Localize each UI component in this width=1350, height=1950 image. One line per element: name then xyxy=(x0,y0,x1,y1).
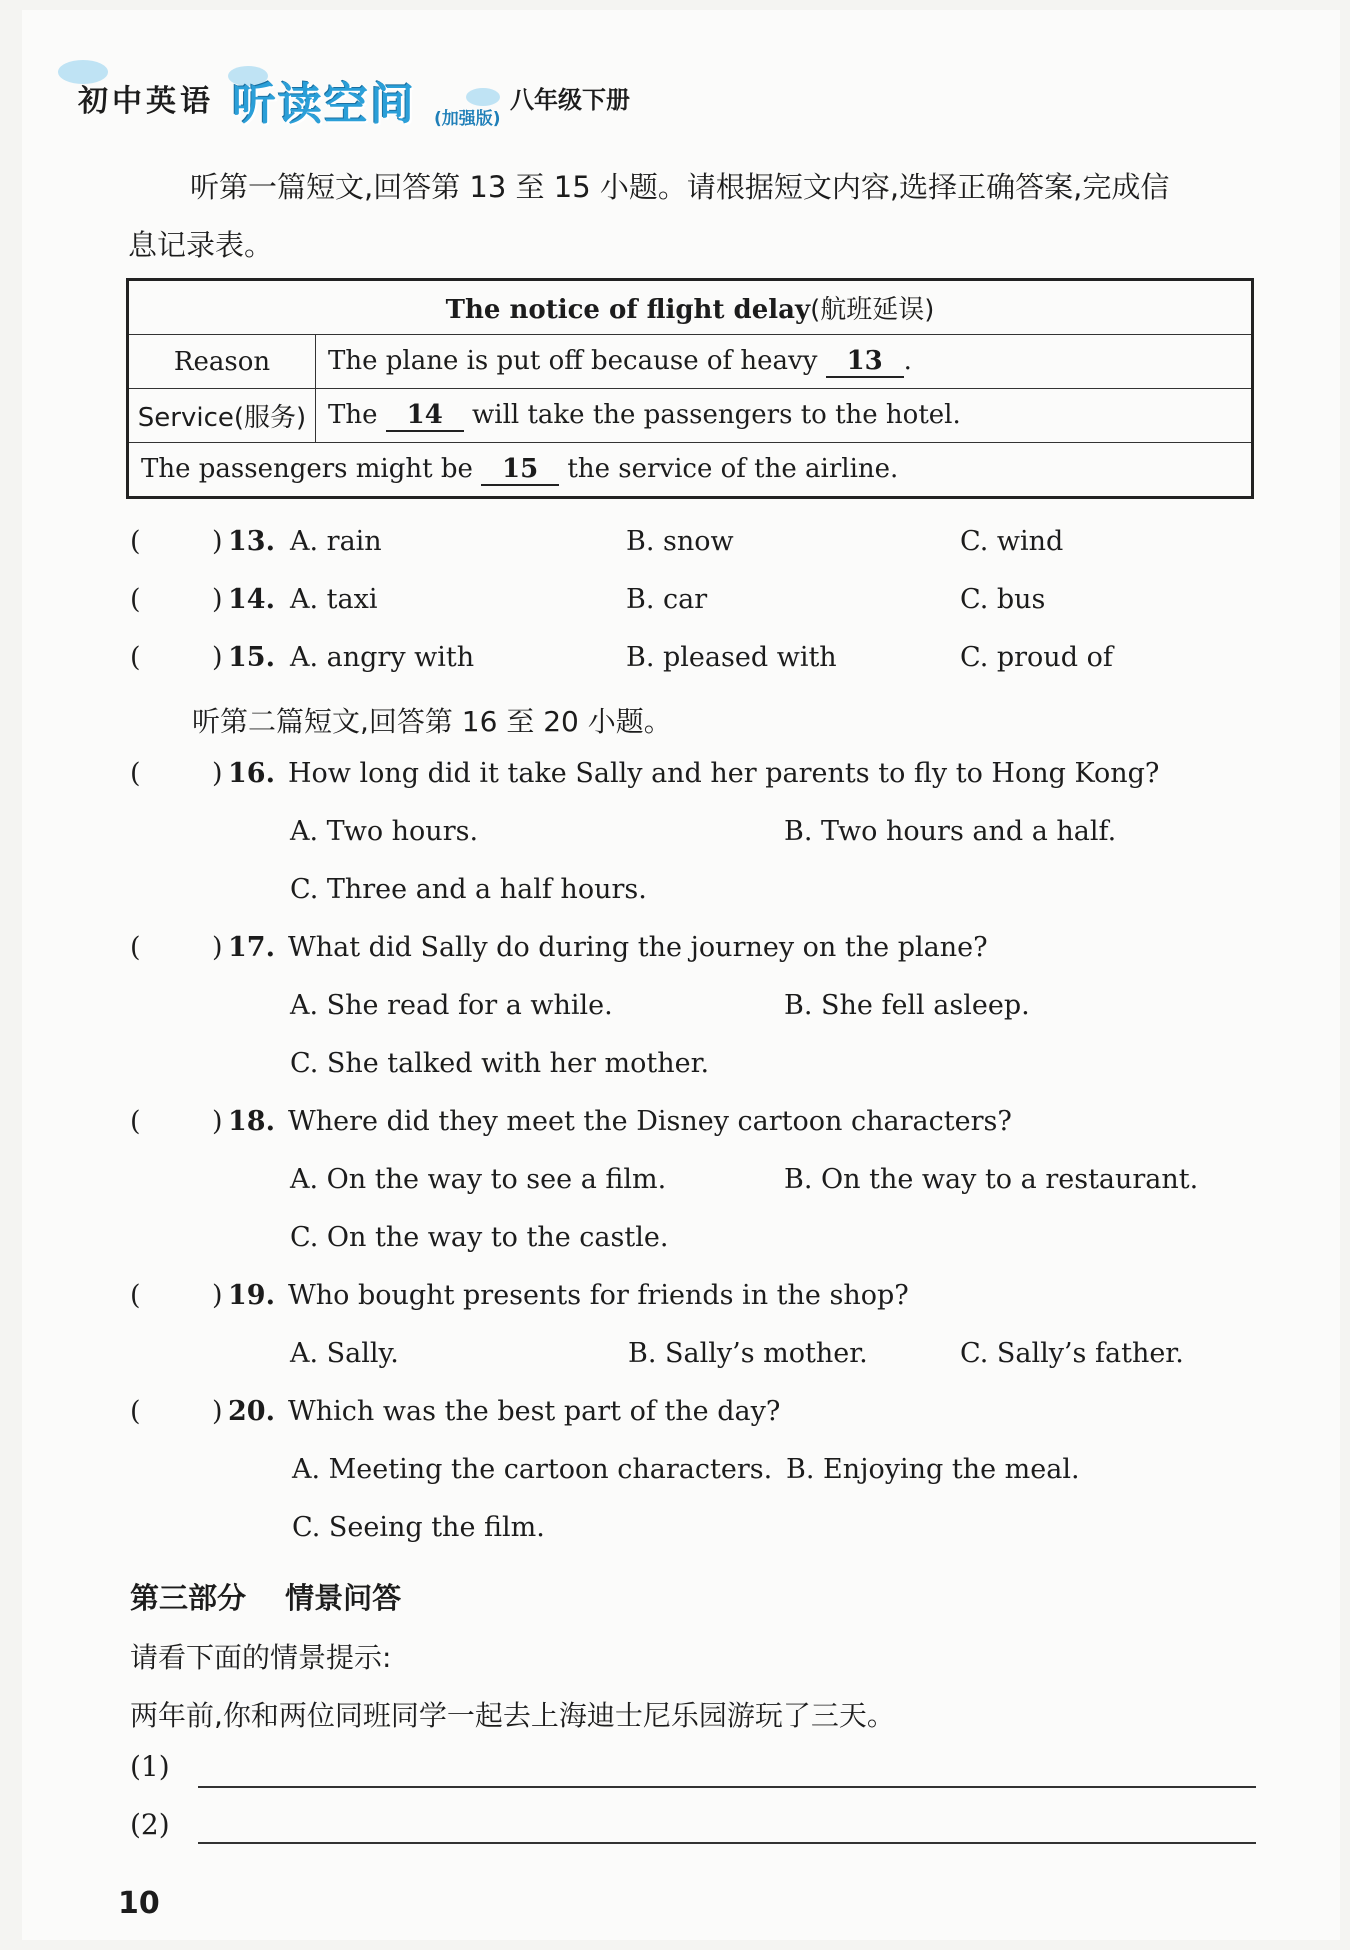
option-c[interactable]: C. Seeing the film. xyxy=(292,1512,545,1543)
row-label: Service(服务) xyxy=(128,389,316,443)
question-text: Which was the best part of the day? xyxy=(288,1396,781,1427)
option-b[interactable]: B. Two hours and a half. xyxy=(784,816,1117,847)
part3-prompt: 请看下面的情景提示: xyxy=(130,1641,392,1674)
table-title-en: The notice of flight delay xyxy=(445,295,811,325)
row-text: will take the passengers to the hotel. xyxy=(472,399,961,430)
option-a[interactable]: A. She read for a while. xyxy=(290,990,613,1021)
answer-bracket-close: ) xyxy=(212,526,223,557)
row-text: The xyxy=(328,399,378,430)
option-c[interactable]: C. wind xyxy=(960,526,1064,557)
answer-bracket-close: ) xyxy=(212,642,223,673)
option-c[interactable]: C. proud of xyxy=(960,642,1113,673)
answer-bracket-open[interactable]: ( xyxy=(130,1106,141,1137)
option-a[interactable]: A. angry with xyxy=(290,642,475,673)
answer-bracket-open[interactable]: ( xyxy=(130,758,141,789)
answer-bracket-open[interactable]: ( xyxy=(130,1280,141,1311)
answer-bracket-open[interactable]: ( xyxy=(130,584,141,615)
answer-bracket-open[interactable]: ( xyxy=(130,526,141,557)
option-a[interactable]: A. On the way to see a film. xyxy=(290,1164,667,1195)
section2-instructions: 听第二篇短文,回答第 16 至 20 小题。 xyxy=(192,705,672,738)
option-b[interactable]: B. car xyxy=(626,584,708,615)
table-title-cn: (航班延误) xyxy=(810,295,935,325)
option-b[interactable]: B. Sally’s mother. xyxy=(628,1338,868,1369)
option-c[interactable]: C. She talked with her mother. xyxy=(290,1048,710,1079)
option-a[interactable]: A. Meeting the cartoon characters. xyxy=(292,1454,773,1485)
question-number: 18. xyxy=(228,1106,275,1137)
question-number: 13. xyxy=(228,526,275,557)
option-a[interactable]: A. rain xyxy=(290,526,382,557)
answer-bracket-close: ) xyxy=(212,1106,223,1137)
question-number: 16. xyxy=(228,758,275,789)
grade-label: 八年级下册 xyxy=(510,86,630,114)
answer-bracket-open[interactable]: ( xyxy=(130,642,141,673)
table-title xyxy=(128,280,1253,335)
answer-line-1[interactable] xyxy=(198,1786,1256,1788)
table-row xyxy=(128,389,1253,443)
option-b[interactable]: B. She fell asleep. xyxy=(784,990,1030,1021)
option-b[interactable]: B. Enjoying the meal. xyxy=(786,1454,1080,1485)
row-text: The plane is put off because of heavy xyxy=(328,345,818,376)
row-text: the service of the airline. xyxy=(567,453,899,484)
answer-bracket-close: ) xyxy=(212,1280,223,1311)
question-number: 19. xyxy=(228,1280,275,1311)
series-logo: 听读空间 xyxy=(232,79,416,130)
row-content xyxy=(316,389,1253,443)
option-c[interactable]: C. Three and a half hours. xyxy=(290,874,647,905)
option-c[interactable]: C. bus xyxy=(960,584,1046,615)
part3-scenario: 两年前,你和两位同班同学一起去上海迪士尼乐园游玩了三天。 xyxy=(130,1699,895,1732)
answer-line-2[interactable] xyxy=(198,1842,1256,1844)
row-content xyxy=(316,335,1253,389)
question-text: What did Sally do during the journey on the plane? xyxy=(288,932,988,963)
option-c[interactable]: C. On the way to the castle. xyxy=(290,1222,669,1253)
option-b[interactable]: B. pleased with xyxy=(626,642,837,673)
row-text: The passengers might be xyxy=(141,453,473,484)
answer-bracket-open[interactable]: ( xyxy=(130,932,141,963)
option-b[interactable]: B. On the way to a restaurant. xyxy=(784,1164,1199,1195)
question-text: Who bought presents for friends in the shop? xyxy=(288,1280,909,1311)
row-content xyxy=(128,443,1253,498)
part3-title: 第三部分 情景问答 xyxy=(130,1581,402,1615)
instruction-line: 息记录表。 xyxy=(128,228,274,262)
question-text: Where did they meet the Disney cartoon characters? xyxy=(288,1106,1012,1137)
edition-label: (加强版) xyxy=(434,109,501,129)
table-row xyxy=(128,443,1253,498)
answer-blank-14[interactable]: 14 xyxy=(386,400,464,432)
question-number: 17. xyxy=(228,932,275,963)
option-b[interactable]: B. snow xyxy=(626,526,734,557)
answer-blank-13[interactable]: 13 xyxy=(826,346,904,378)
option-a[interactable]: A. Sally. xyxy=(290,1338,399,1369)
answer-bracket-close: ) xyxy=(212,1396,223,1427)
question-number: 20. xyxy=(228,1396,275,1427)
answer-bracket-close: ) xyxy=(212,932,223,963)
flight-delay-table xyxy=(126,278,1254,499)
table-row xyxy=(128,335,1253,389)
answer-bracket-close: ) xyxy=(212,758,223,789)
section1-instructions xyxy=(128,158,1258,274)
question-text: How long did it take Sally and her parents to fly to Hong Kong? xyxy=(288,758,1160,789)
answer-label-2: (2) xyxy=(130,1808,170,1841)
answer-bracket-close: ) xyxy=(212,584,223,615)
row-label: Reason xyxy=(128,335,316,389)
option-c[interactable]: C. Sally’s father. xyxy=(960,1338,1184,1369)
book-title: 初中英语 xyxy=(78,84,214,119)
option-a[interactable]: A. Two hours. xyxy=(290,816,479,847)
answer-bracket-open[interactable]: ( xyxy=(130,1396,141,1427)
instruction-line: 听第一篇短文,回答第 13 至 15 小题。请根据短文内容,选择正确答案,完成信 xyxy=(190,170,1170,204)
question-number: 14. xyxy=(228,584,275,615)
question-number: 15. xyxy=(228,642,275,673)
option-a[interactable]: A. taxi xyxy=(290,584,378,615)
page-number: 10 xyxy=(118,1886,160,1921)
answer-label-1: (1) xyxy=(130,1750,170,1783)
answer-blank-15[interactable]: 15 xyxy=(481,454,559,486)
row-text: . xyxy=(903,345,912,376)
